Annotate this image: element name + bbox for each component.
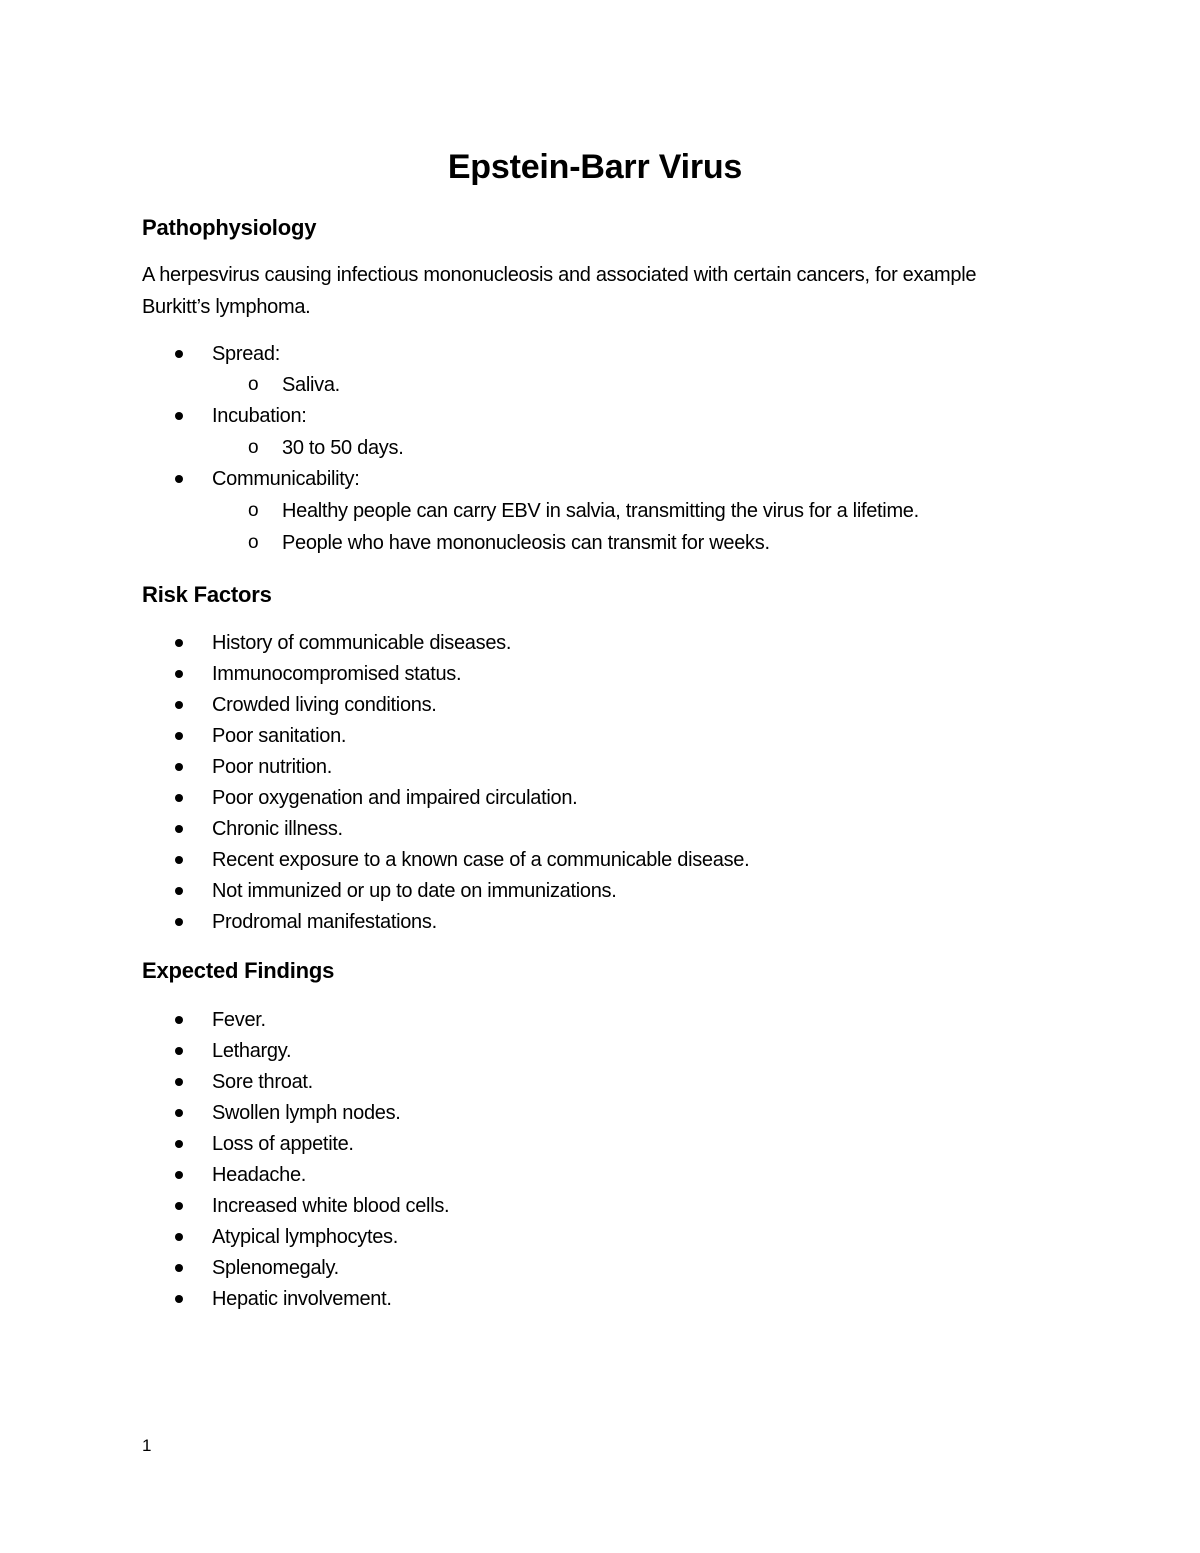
bullet-icon (175, 670, 183, 678)
bullet-icon (175, 825, 183, 833)
bullet-icon (175, 1233, 183, 1241)
section-heading-expected-findings: Expected Findings (142, 958, 335, 983)
bullet-icon (175, 1264, 183, 1272)
risk-factor-item: Not immunized or up to date on immunizations. (212, 880, 617, 902)
sub-bullet-icon: o (248, 437, 259, 458)
sub-bullet-icon: o (248, 500, 259, 521)
list-item-spread: Spread: (212, 343, 280, 365)
finding-item: Headache. (212, 1164, 307, 1186)
bullet-icon (175, 918, 183, 926)
pathophysiology-paragraph: A herpesvirus causing infectious mononucleosis and associated with certain cancers, for example Burkitt’s lymphoma. (142, 264, 977, 318)
bullet-icon (175, 732, 183, 740)
bullet-icon (175, 639, 183, 647)
list-item-communicability: Communicability: (212, 468, 360, 490)
risk-factor-item: Poor sanitation. (212, 725, 347, 747)
bullet-icon (175, 1078, 183, 1086)
sub-bullet-icon: o (248, 374, 259, 395)
finding-item: Splenomegaly. (212, 1257, 339, 1279)
finding-item: Fever. (212, 1009, 266, 1031)
sub-bullet-icon: o (248, 532, 259, 553)
bullet-icon (175, 794, 183, 802)
sub-item-healthy-carriers: Healthy people can carry EBV in salvia, transmitting the virus for a lifetime. (282, 500, 919, 522)
bullet-icon (175, 1140, 183, 1148)
list-item-incubation: Incubation: (212, 405, 307, 427)
bullet-icon (175, 1047, 183, 1055)
bullet-icon (175, 1171, 183, 1179)
risk-factor-item: Poor oxygenation and impaired circulation. (212, 787, 578, 809)
section-heading-risk-factors: Risk Factors (142, 582, 272, 607)
bullet-icon (175, 856, 183, 864)
finding-item: Lethargy. (212, 1040, 292, 1062)
bullet-icon (175, 887, 183, 895)
finding-item: Swollen lymph nodes. (212, 1102, 401, 1124)
bullet-icon (175, 1202, 183, 1210)
finding-item: Loss of appetite. (212, 1133, 354, 1155)
bullet-icon (175, 763, 183, 771)
finding-item: Sore throat. (212, 1071, 313, 1093)
risk-factor-item: Recent exposure to a known case of a communicable disease. (212, 849, 750, 871)
bullet-icon (175, 412, 183, 420)
bullet-icon (175, 701, 183, 709)
risk-factor-item: Crowded living conditions. (212, 694, 437, 716)
sub-item-mononucleosis-transmission: People who have mononucleosis can transmit for weeks. (282, 532, 770, 554)
sub-item-saliva: Saliva. (282, 374, 340, 396)
finding-item: Atypical lymphocytes. (212, 1226, 398, 1248)
bullet-icon (175, 1016, 183, 1024)
page-number: 1 (142, 1436, 152, 1455)
bullet-icon (175, 1295, 183, 1303)
risk-factor-item: Chronic illness. (212, 818, 343, 840)
bullet-icon (175, 475, 183, 483)
risk-factor-item: Prodromal manifestations. (212, 911, 437, 933)
risk-factor-item: Poor nutrition. (212, 756, 333, 778)
bullet-icon (175, 350, 183, 358)
risk-factor-item: History of communicable diseases. (212, 632, 512, 654)
document-title: Epstein-Barr Virus (447, 148, 743, 186)
finding-item: Hepatic involvement. (212, 1288, 392, 1310)
finding-item: Increased white blood cells. (212, 1195, 450, 1217)
risk-factor-item: Immunocompromised status. (212, 663, 462, 685)
section-heading-pathophysiology: Pathophysiology (142, 215, 317, 240)
sub-item-incubation-period: 30 to 50 days. (282, 437, 404, 459)
bullet-icon (175, 1109, 183, 1117)
